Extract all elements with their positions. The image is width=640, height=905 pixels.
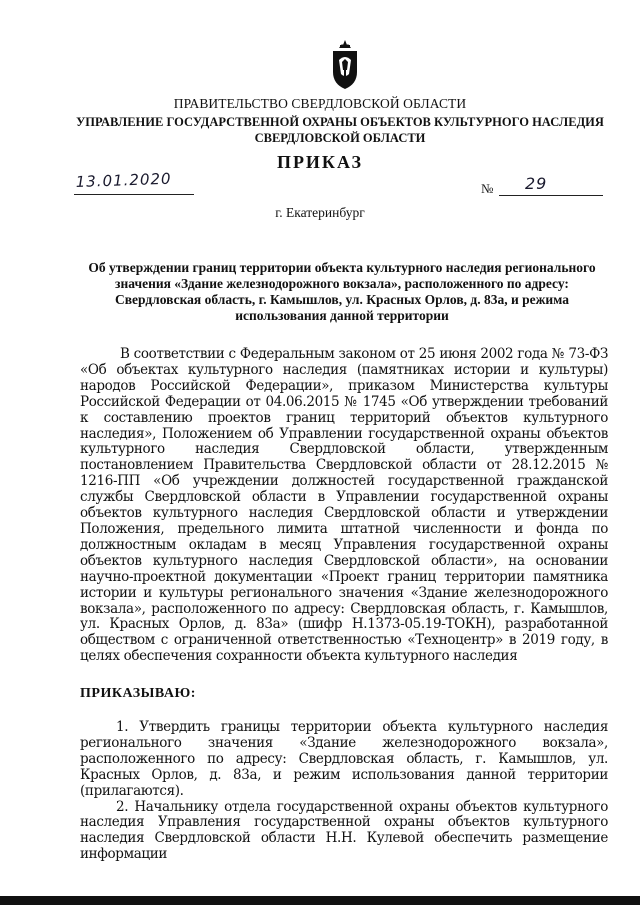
order-items: [80, 720, 608, 863]
order-item-2: 2. Начальнику отдела государственной охраны объектов культурного наследия Управления государственной охраны объектов культурного наследия Свердловской области Н.Н. Кулевой обеспечить размещение информации: [80, 798, 608, 863]
order-title: ПРИКАЗ: [276, 152, 364, 172]
order-number-label: №: [481, 181, 494, 196]
preamble-paragraph: В соответствии с Федеральным законом от 25 июня 2002 года № 73-ФЗ «Об объектах культурного наследия (памятниках истории и культуры) народов Российской Федерации», приказом Министерства культуры Российской Федерации от 04.06.2015 № 1745 «Об утверждении требований к составлению проектов границ территорий объектов культурного наследия», Положением об Управлении государственной охраны объектов культурного наследия Свердловской области, утвержденным постановлением Правительства Свердловской области от 28.12.2015 № 1216-ПП «Об учреждении должностей государственной гражданской службы Свердловской области в Управлении государственной охраны объектов культурного наследия Свердловской области и утверждении Положения, предельного лимита штатной численности и фонда по должностным окладам в месяц Управления государственной охраны объектов культурного наследия Свердловской области», на основании научно-проектной документации «Проект границ территории памятника истории и культуры регионального значения «Здание железнодорожного вокзала», расположенного по адресу: Свердловская область, г. Камышлов, ул. Красных Орлов, д. 83а» (шифр Н.1373-05.19-ТОКН), разработанной обществом с ограниченной ответственностью «Техноцентр» в 2019 году, в целях обеспечения сохранности объекта культурного наследия: [80, 346, 608, 665]
order-number-field: [481, 176, 603, 196]
preamble: [80, 347, 608, 665]
order-city: г. Екатеринбург: [275, 205, 365, 220]
department-name: УПРАВЛЕНИЕ ГОСУДАРСТВЕННОЙ ОХРАНЫ ОБЪЕКТОВ КУЛЬТУРНОГО НАСЛЕДИЯ СВЕРДЛОВСКОЙ ОБЛАСТИ: [76, 115, 604, 145]
order-number: 29: [525, 174, 548, 193]
coat-of-arms-icon: [330, 40, 360, 90]
order-date-field: [74, 169, 194, 195]
government-name: ПРАВИТЕЛЬСТВО СВЕРДЛОВСКОЙ ОБЛАСТИ: [173, 96, 467, 111]
order-subject: Об утверждении границ территории объекта культурного наследия регионального значения «Здание железнодорожного вокзала», расположенного по адресу: Свердловская область, г. Камышлов, ул. Красных Орлов, д. 83а, и режима использования данной территории: [88, 260, 596, 323]
decree-word: ПРИКАЗЫВАЮ:: [80, 686, 196, 701]
order-date: 13.01.2020: [75, 169, 172, 191]
order-item-1: 1. Утвердить границы территории объекта культурного наследия регионального значения «Здание железнодорожного вокзала», расположенного по адресу: Свердловская область, г. Камышлов, ул. Красных Орлов, д. 83а, и режим использования данной территории (прилагаются).: [80, 719, 608, 799]
scan-edge-bar: [0, 896, 640, 905]
order-number-underline: [499, 195, 603, 196]
